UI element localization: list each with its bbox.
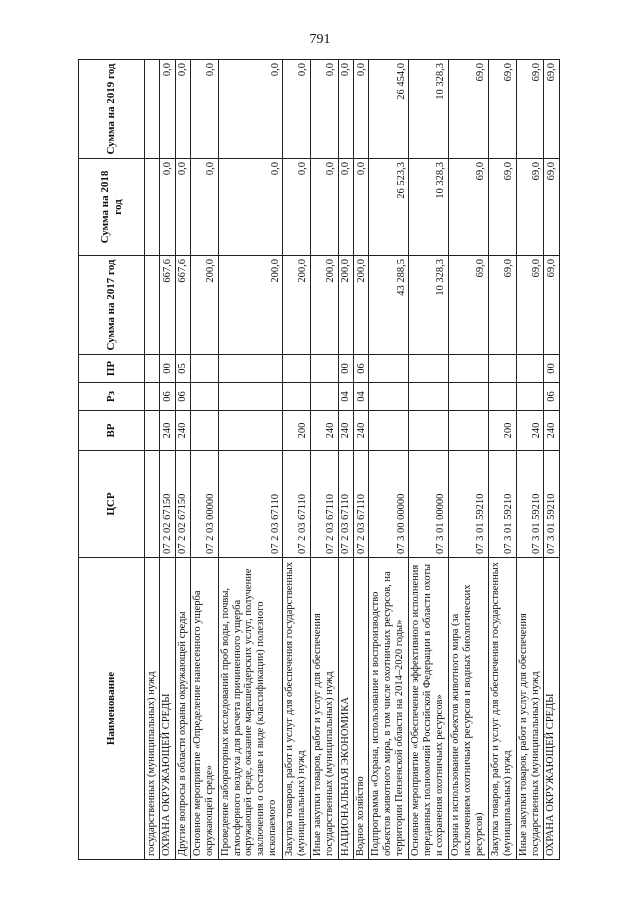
cell-y2019: 0,0 [310,60,338,159]
cell-csr: 07 3 01 00000 [409,451,449,558]
cell-y2019: 69,0 [516,60,544,159]
cell-pr [489,355,517,383]
cell-y2018: 10 328,3 [409,159,449,256]
page-number: 791 [309,32,331,47]
cell-pr: 00 [338,355,353,383]
header-csr: ЦСР [79,451,145,558]
table-row [145,60,160,860]
cell-csr: 07 2 03 67110 [283,451,311,558]
cell-pr: 00 [160,355,175,383]
header-vr: ВР [79,411,145,451]
cell-y2017: 69,0 [489,256,517,355]
cell-pr [191,355,219,383]
rotated-table-container [78,60,560,860]
cell-rz [191,383,219,411]
cell-name: Охрана и использование объектов животного мира (за исключением охотничьих ресурсов и водных биологических ресурсов) [449,558,489,860]
cell-y2018: 0,0 [353,159,368,256]
cell-csr: 07 2 03 67110 [310,451,338,558]
cell-rz [310,383,338,411]
cell-y2018: 0,0 [160,159,175,256]
table-row [516,60,544,860]
table-row [449,60,489,860]
cell-y2017: 69,0 [516,256,544,355]
budget-table [78,59,560,860]
cell-rz [218,383,282,411]
cell-y2018: 0,0 [310,159,338,256]
cell-y2018: 69,0 [516,159,544,256]
cell-y2019: 0,0 [353,60,368,159]
cell-pr [449,355,489,383]
cell-vr [409,411,449,451]
cell-y2018: 69,0 [489,159,517,256]
cell-vr: 240 [310,411,338,451]
cell-y2019: 0,0 [191,60,219,159]
cell-y2017: 43 288,5 [369,256,409,355]
cell-vr [369,411,409,451]
cell-y2019: 0,0 [283,60,311,159]
cell-y2017: 200,0 [310,256,338,355]
table-row [369,60,409,860]
cell-y2018: 26 523,3 [369,159,409,256]
cell-rz: 06 [175,383,190,411]
table-header-row [79,60,145,860]
table-row [409,60,449,860]
table-row [283,60,311,860]
table-row [218,60,282,860]
cell-y2017: 667,6 [160,256,175,355]
cell-vr [449,411,489,451]
cell-name: Другие вопросы в области охраны окружающей среды [175,558,190,860]
cell-name: Проведение лабораторных исследований проб воды, почвы, атмосферного воздуха для расчета причиненного ущерба окружающей среде, оказание маркшейдерских услуг, получение заключения о составе и виде (классификации) полезного ископаемого [218,558,282,860]
cell-rz: 06 [544,383,560,411]
cell-pr: 06 [353,355,368,383]
cell-vr: 240 [160,411,175,451]
header-2019: Сумма на 2019 год [79,60,145,159]
cell-pr [369,355,409,383]
cell-pr [409,355,449,383]
table-row [175,60,190,860]
cell-csr: 07 3 01 59210 [544,451,560,558]
cell-csr: 07 3 01 59210 [489,451,517,558]
cell-rz: 04 [338,383,353,411]
cell-y2019 [145,60,160,159]
cell-y2019: 69,0 [544,60,560,159]
cell-pr [283,355,311,383]
cell-pr: 05 [175,355,190,383]
table-row [544,60,560,860]
cell-y2017: 10 328,3 [409,256,449,355]
table-row [191,60,219,860]
cell-y2019: 26 454,0 [369,60,409,159]
cell-csr: 07 2 02 67150 [175,451,190,558]
cell-y2018: 0,0 [283,159,311,256]
cell-name: ОХРАНА ОКРУЖАЮЩЕЙ СРЕДЫ [160,558,175,860]
cell-vr: 240 [353,411,368,451]
header-rz: Рз [79,383,145,411]
cell-csr: 07 2 03 67110 [353,451,368,558]
cell-y2017: 200,0 [218,256,282,355]
cell-pr [310,355,338,383]
cell-name: ОХРАНА ОКРУЖАЮЩЕЙ СРЕДЫ [544,558,560,860]
cell-y2018: 0,0 [175,159,190,256]
cell-csr: 07 2 03 67110 [338,451,353,558]
cell-vr [191,411,219,451]
cell-y2017: 200,0 [353,256,368,355]
cell-rz [369,383,409,411]
cell-y2019: 0,0 [338,60,353,159]
cell-rz [489,383,517,411]
table-row [353,60,368,860]
cell-vr: 240 [338,411,353,451]
cell-vr: 240 [544,411,560,451]
cell-csr: 07 3 01 59210 [449,451,489,558]
cell-vr: 240 [175,411,190,451]
cell-name: Основное мероприятие «Определение нанесенного ущерба окружающей среде» [191,558,219,860]
cell-csr: 07 2 02 67150 [160,451,175,558]
cell-rz: 06 [160,383,175,411]
cell-name: Закупка товаров, работ и услуг для обеспечения государственных (муниципальных) нужд [283,558,311,860]
header-name: Наименование [79,558,145,860]
cell-y2018: 69,0 [449,159,489,256]
cell-pr [218,355,282,383]
cell-y2018: 69,0 [544,159,560,256]
cell-y2018: 0,0 [218,159,282,256]
cell-name: Подпрограмма «Охрана, использование и воспроизводство объектов животного мира, в том числе охотничьих ресурсов, на территории Пензенской области на 2014–2020 годы» [369,558,409,860]
cell-vr: 240 [516,411,544,451]
cell-name: Основное мероприятие «Обеспечение эффективного исполнения переданных полномочий Российской Федерации в области охоты и сохранения охотничьих ресурсов» [409,558,449,860]
cell-y2017 [145,256,160,355]
cell-name: Иные закупки товаров, работ и услуг для обеспечения государственных (муниципальных) нужд [310,558,338,860]
cell-y2017: 200,0 [191,256,219,355]
cell-name: Иные закупки товаров, работ и услуг для обеспечения государственных (муниципальных) нужд [516,558,544,860]
cell-rz [449,383,489,411]
cell-rz [283,383,311,411]
cell-y2018 [145,159,160,256]
cell-y2019: 10 328,3 [409,60,449,159]
cell-y2018: 0,0 [338,159,353,256]
cell-y2017: 200,0 [283,256,311,355]
cell-rz [145,383,160,411]
cell-name: государственных (муниципальных) нужд [145,558,160,860]
cell-y2019: 69,0 [489,60,517,159]
cell-vr [145,411,160,451]
cell-vr: 200 [489,411,517,451]
cell-name: НАЦИОНАЛЬНАЯ ЭКОНОМИКА [338,558,353,860]
cell-y2019: 0,0 [160,60,175,159]
table-row [310,60,338,860]
table-row [338,60,353,860]
cell-csr [145,451,160,558]
cell-csr: 07 2 03 00000 [191,451,219,558]
cell-y2018: 0,0 [191,159,219,256]
cell-y2019: 69,0 [449,60,489,159]
cell-rz [409,383,449,411]
cell-pr: 00 [544,355,560,383]
cell-vr [218,411,282,451]
cell-csr: 07 3 00 00000 [369,451,409,558]
cell-y2019: 0,0 [218,60,282,159]
cell-pr [145,355,160,383]
cell-y2017: 69,0 [449,256,489,355]
cell-y2017: 667,6 [175,256,190,355]
cell-name: Закупка товаров, работ и услуг для обеспечения государственных (муниципальных) нужд [489,558,517,860]
cell-csr: 07 2 03 67110 [218,451,282,558]
cell-rz: 04 [353,383,368,411]
cell-name: Водное хозяйство [353,558,368,860]
cell-y2017: 200,0 [338,256,353,355]
header-2018: Сумма на 2018 год [79,159,145,256]
cell-csr: 07 3 01 59210 [516,451,544,558]
table-row [489,60,517,860]
cell-vr: 200 [283,411,311,451]
cell-y2019: 0,0 [175,60,190,159]
cell-y2017: 69,0 [544,256,560,355]
header-pr: ПР [79,355,145,383]
cell-rz [516,383,544,411]
header-2017: Сумма на 2017 год [79,256,145,355]
table-row [160,60,175,860]
cell-pr [516,355,544,383]
